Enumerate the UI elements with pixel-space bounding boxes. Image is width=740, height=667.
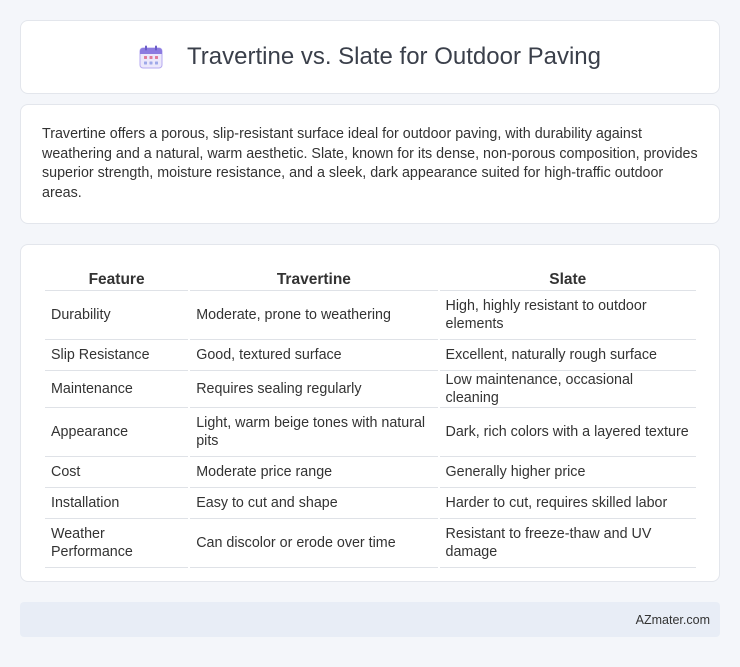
comparison-card (20, 244, 720, 582)
table-row (45, 371, 696, 408)
table-row (45, 408, 696, 457)
table-row (45, 457, 696, 488)
comparison-table (43, 267, 698, 568)
feature-cell: Cost (45, 457, 188, 488)
feature-cell: Appearance (45, 408, 188, 457)
travertine-cell: Easy to cut and shape (190, 488, 437, 519)
travertine-cell: Requires sealing regularly (190, 371, 437, 408)
feature-cell: Slip Resistance (45, 340, 188, 371)
feature-cell: Installation (45, 488, 188, 519)
travertine-cell: Moderate price range (190, 457, 437, 488)
title-wrap (139, 43, 601, 71)
slate-cell: Generally higher price (440, 457, 696, 488)
intro-text: Travertine offers a porous, slip-resistant surface ideal for outdoor paving, with durability against weathering and a natural, warm aesthetic. Slate, known for its dense, non-porous composition, provides superior strength, moisture resistance, and a sleek, dark appearance suited for high-traffic outdoor areas. (42, 126, 698, 201)
travertine-cell: Can discolor or erode over time (190, 519, 437, 568)
feature-cell: Weather Performance (45, 519, 188, 568)
feature-cell: Durability (45, 291, 188, 340)
header-slate: Slate (440, 267, 696, 291)
slate-cell: Dark, rich colors with a layered texture (440, 408, 696, 457)
table-row (45, 340, 696, 371)
table-row (45, 488, 696, 519)
header-feature: Feature (45, 267, 188, 291)
footer-site-link[interactable]: AZmater.com (635, 612, 710, 627)
slate-cell: Harder to cut, requires skilled labor (440, 488, 696, 519)
slate-cell: Low maintenance, occasional cleaning (440, 371, 696, 408)
table-row (45, 519, 696, 568)
intro-card (20, 104, 720, 224)
travertine-cell: Good, textured surface (190, 340, 437, 371)
slate-cell: Resistant to freeze-thaw and UV damage (440, 519, 696, 568)
travertine-cell: Light, warm beige tones with natural pits (190, 408, 437, 457)
table-header-row (45, 267, 696, 291)
feature-cell: Maintenance (45, 371, 188, 408)
footer (20, 602, 720, 637)
slate-cell: High, highly resistant to outdoor elements (440, 291, 696, 340)
page-title: Travertine vs. Slate for Outdoor Paving (187, 43, 601, 70)
table-row (45, 291, 696, 340)
calendar-icon (139, 45, 163, 69)
travertine-cell: Moderate, prone to weathering (190, 291, 437, 340)
title-card (20, 20, 720, 94)
header-travertine: Travertine (190, 267, 437, 291)
slate-cell: Excellent, naturally rough surface (440, 340, 696, 371)
